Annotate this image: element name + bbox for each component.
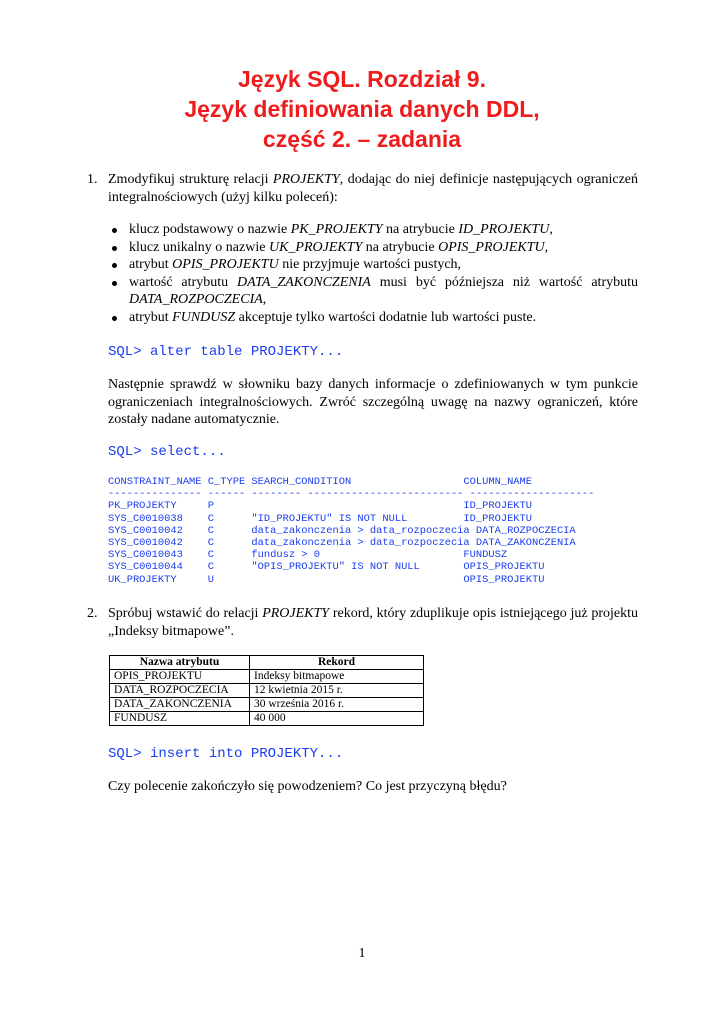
sql-select-command: SQL> select... <box>108 444 226 460</box>
title-line-1: Język SQL. Rozdział 9. <box>238 66 486 92</box>
table-row: FUNDUSZ 40 000 <box>110 712 424 726</box>
sql-alter-command: SQL> alter table PROJEKTY... <box>108 344 344 360</box>
list-item: wartość atrybutu DATA_ZAKONCZENIA musi być późniejsza niż wartość atrybutu DATA_ROZPOCZECIA, <box>108 274 638 309</box>
column-header-attribute: Nazwa atrybutu <box>110 656 250 670</box>
column-header-record: Rekord <box>250 656 424 670</box>
table-row: OPIS_PROJEKTU Indeksy bitmapowe <box>110 670 424 684</box>
table-header-row <box>110 656 424 670</box>
task-2-text: Spróbuj wstawić do relacji PROJEKTY rekord, który zduplikuje opis istniejącego już projektu „Indeksy bitmapowe”. <box>108 606 638 639</box>
table-row: SYS_C0010042 C data_zakonczenia > data_rozpoczecia DATA_ZAKONCZENIA <box>108 537 576 550</box>
result-header: CONSTRAINT_NAME C_TYPE SEARCH_CONDITION COLUMN_NAME <box>108 476 533 488</box>
sql-insert-command: SQL> insert into PROJEKTY... <box>108 746 344 762</box>
task-1-text: Zmodyfikuj strukturę relacji PROJEKTY, dodając do niej definicje następujących ograniczeń integralnościowych (użyj kilku poleceń): <box>108 172 639 205</box>
list-item: atrybut OPIS_PROJEKTU nie przyjmuje wartości pustych, <box>108 256 638 274</box>
list-item: klucz podstawowy o nazwie PK_PROJEKTY na atrybucie ID_PROJEKTU, <box>108 221 638 239</box>
title-line-2: Język definiowania danych DDL, <box>184 96 540 122</box>
table-row: UK_PROJEKTY U OPIS_PROJEKTU <box>108 573 545 586</box>
record-table <box>109 655 424 726</box>
title-line-3: część 2. – zadania <box>262 126 462 152</box>
table-row: DATA_ROZPOCZECIA 12 kwietnia 2015 r. <box>110 684 424 698</box>
list-item: klucz unikalny o nazwie UK_PROJEKTY na atrybucie OPIS_PROJEKTU, <box>108 239 638 257</box>
question-text: Czy polecenie zakończyło się powodzeniem? Co jest przyczyną błędu? <box>108 779 507 794</box>
dictionary-paragraph: Następnie sprawdź w słowniku bazy danych informacje o zdefiniowanych w tym punkcie ograniczeniach integralnościowych. Zwróć szczególną uwagę na nazwy ograniczeń, które zostały nadane automatycznie. <box>108 377 638 427</box>
table-row: DATA_ZAKONCZENIA 30 września 2016 r. <box>110 698 424 712</box>
list-item: atrybut FUNDUSZ akceptuje tylko wartości dodatnie lub wartości puste. <box>108 309 638 327</box>
table-row: SYS_C0010043 C fundusz > 0 FUNDUSZ <box>108 549 508 562</box>
constraint-list <box>108 221 638 326</box>
table-row: SYS_C0010042 C data_zakonczenia > data_rozpoczecia DATA_ROZPOCZECIA <box>108 524 576 537</box>
task-1-number: 1. <box>87 172 98 187</box>
task-2-number: 2. <box>87 606 98 621</box>
table-row: SYS_C0010038 C "ID_PROJEKTU" IS NOT NULL ID_PROJEKTU <box>108 512 533 525</box>
table-row: PK_PROJEKTY P ID_PROJEKTU <box>108 500 533 513</box>
document-title <box>0 64 724 154</box>
result-separator: --------------- ------ -------- ------------------------- -------------------- <box>108 488 595 501</box>
table-row: SYS_C0010044 C "OPIS_PROJEKTU" IS NOT NULL OPIS_PROJEKTU <box>108 561 545 574</box>
constraint-query-result <box>108 476 594 586</box>
page-number: 1 <box>358 946 366 961</box>
